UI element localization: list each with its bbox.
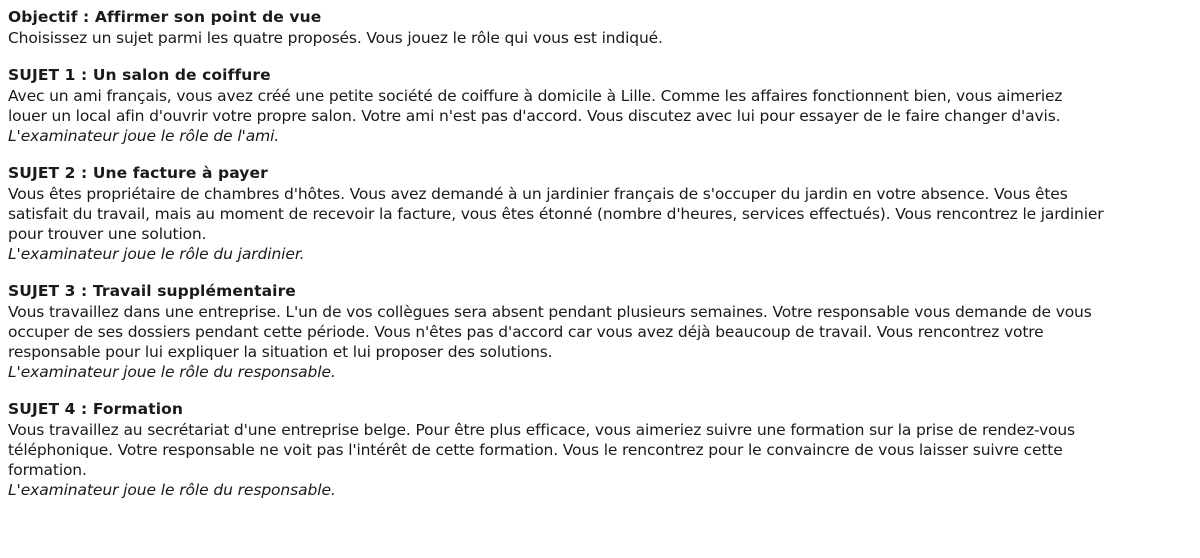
subject-2-role: L'examinateur joue le rôle du jardinier.: [8, 245, 305, 263]
subject-2-title: SUJET 2 : Une facture à payer: [8, 164, 268, 182]
subject-3-line-1: Vous travaillez dans une entreprise. L'un de vos collègues sera absent pendant plusieurs semaines. Votre responsable vous demande de vous: [8, 303, 1092, 321]
subject-3-title: SUJET 3 : Travail supplémentaire: [8, 282, 296, 300]
subject-1: [8, 65, 1192, 147]
subject-3-line-3: responsable pour lui expliquer la situation et lui proposer des solutions.: [8, 343, 553, 361]
subject-3-line-2: occuper de ses dossiers pendant cette période. Vous n'êtes pas d'accord car vous avez déjà beaucoup de travail. Vous rencontrez votre: [8, 323, 1044, 341]
subject-1-line-1: Avec un ami français, vous avez créé une petite société de coiffure à domicile à Lille. Comme les affaires fonctionnent bien, vous aimeriez: [8, 87, 1063, 105]
subject-1-role: L'examinateur joue le rôle de l'ami.: [8, 127, 280, 145]
subject-4-line-3: formation.: [8, 461, 87, 479]
subject-1-title: SUJET 1 : Un salon de coiffure: [8, 66, 271, 84]
subject-2-line-3: pour trouver une solution.: [8, 225, 207, 243]
subject-4-title: SUJET 4 : Formation: [8, 400, 184, 418]
subject-4: [8, 399, 1192, 501]
subject-4-role: L'examinateur joue le rôle du responsable.: [8, 481, 336, 499]
subject-4-line-2: téléphonique. Votre responsable ne voit pas l'intérêt de cette formation. Vous le rencontrez pour le convaincre de vous laisser suivre cette: [8, 441, 1063, 459]
objective-section: [8, 7, 1192, 48]
subject-1-line-2: louer un local afin d'ouvrir votre propre salon. Votre ami n'est pas d'accord. Vous discutez avec lui pour essayer de le faire changer d'avis.: [8, 107, 1061, 125]
subject-2-line-1: Vous êtes propriétaire de chambres d'hôtes. Vous avez demandé à un jardinier français de s'occuper du jardin en votre absence. Vous êtes: [8, 185, 1068, 203]
objective-instruction: Choisissez un sujet parmi les quatre proposés. Vous jouez le rôle qui vous est indiqué.: [8, 29, 663, 47]
subject-4-line-1: Vous travaillez au secrétariat d'une entreprise belge. Pour être plus efficace, vous aimeriez suivre une formation sur la prise de rendez-vous: [8, 421, 1075, 439]
subject-3-role: L'examinateur joue le rôle du responsable.: [8, 363, 336, 381]
objective-title: Objectif : Affirmer son point de vue: [8, 8, 322, 26]
subject-3: [8, 281, 1192, 383]
subject-2-line-2: satisfait du travail, mais au moment de recevoir la facture, vous êtes étonné (nombre d'heures, services effectués). Vous rencontrez le jardinier: [8, 205, 1104, 223]
subject-2: [8, 163, 1192, 265]
